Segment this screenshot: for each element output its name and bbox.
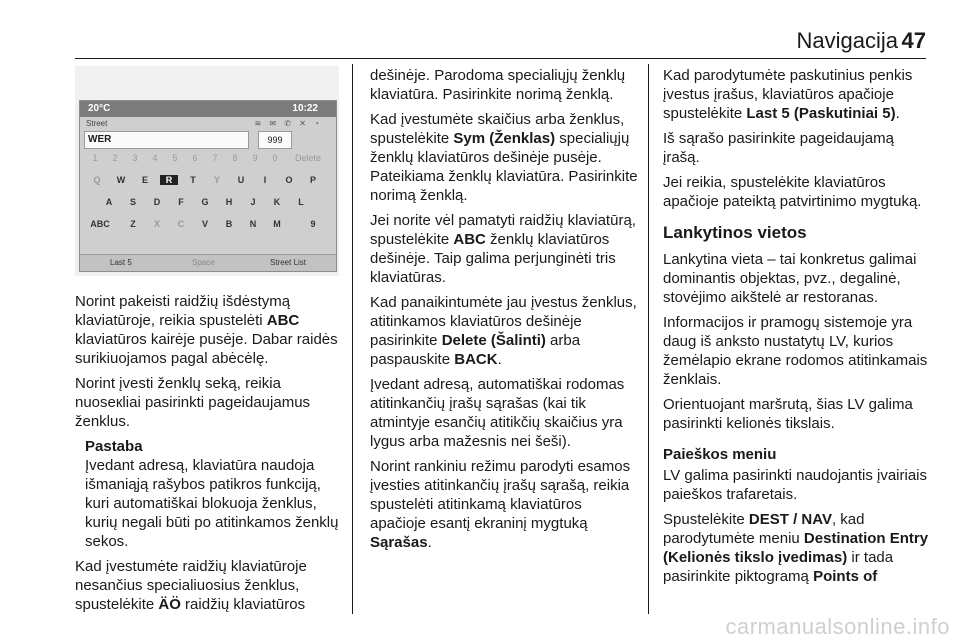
key-o[interactable]: O bbox=[285, 175, 293, 185]
key-g[interactable]: G bbox=[201, 197, 209, 207]
paragraph: Įvedant adresą, automatiškai rodomas atitinkančių įrašų sąrašas (kai tik atmintyje esančių atitikčių skaičius yra lygus arba mažesnis nei šeši). bbox=[370, 376, 625, 450]
key-h[interactable]: H bbox=[225, 197, 233, 207]
abc-key[interactable]: ABC bbox=[90, 219, 110, 229]
section-title: Navigacija bbox=[796, 28, 898, 53]
status-icons: ≋ ✉ ✆ ✕ ◔ bbox=[254, 119, 322, 128]
paragraph: Lankytina vieta – tai konkretus galimai dominantis objektas, pvz., degalinė, stovėjimo aikštelė ar restoranas. bbox=[663, 251, 917, 306]
key-x[interactable]: X bbox=[153, 219, 160, 229]
match-count: 999 bbox=[258, 131, 292, 149]
address-input[interactable]: WER bbox=[84, 131, 249, 149]
key-k[interactable]: K bbox=[273, 197, 281, 207]
paragraph: LV galima pasirinkti naudojantis įvairiais paieškos trafaretais. bbox=[663, 467, 928, 503]
header-rule bbox=[75, 58, 926, 59]
symbols-key[interactable]: 9 bbox=[310, 219, 316, 229]
page-number: 47 bbox=[901, 28, 926, 53]
key-6[interactable]: 6 bbox=[192, 153, 198, 163]
key-8[interactable]: 8 bbox=[232, 153, 238, 163]
key-c[interactable]: C bbox=[177, 219, 185, 229]
screen-subtitle: Street bbox=[86, 119, 108, 128]
key-r[interactable]: R bbox=[160, 175, 178, 185]
paragraph: Iš sąrašo pasirinkite pageidaujamą įrašą. bbox=[663, 130, 894, 166]
street-list-button[interactable]: Street List bbox=[270, 258, 307, 267]
key-a[interactable]: A bbox=[105, 197, 113, 207]
note-title: Pastaba bbox=[85, 438, 143, 455]
delete-key[interactable]: Delete bbox=[294, 153, 321, 163]
key-u[interactable]: U bbox=[237, 175, 245, 185]
text-column-2 bbox=[370, 66, 638, 558]
last5-button[interactable]: Last 5 bbox=[110, 258, 132, 267]
clock-readout: 10:22 bbox=[292, 103, 318, 114]
paragraph: Jei reikia, spustelėkite klaviatūros apačioje pateiktą patvirtinimo mygtuką. bbox=[663, 174, 922, 210]
key-5[interactable]: 5 bbox=[172, 153, 178, 163]
subsection-heading: Paieškos meniu bbox=[663, 446, 777, 463]
key-s[interactable]: S bbox=[129, 197, 136, 207]
page-header bbox=[0, 0, 960, 58]
key-p[interactable]: P bbox=[309, 175, 316, 185]
key-9[interactable]: 9 bbox=[252, 153, 258, 163]
key-n[interactable]: N bbox=[249, 219, 257, 229]
status-bar bbox=[80, 101, 336, 117]
paragraph: Kad panaikintumėte jau įvestus ženklus, atitinkamos klaviatūros dešinėje pasirinkite Delete (Šalinti) arba paspauskite BACK. bbox=[370, 294, 637, 368]
paragraph: Kad įvestumėte skaičius arba ženklus, spustelėkite Sym (Ženklas) specialiųjų ženklų klaviatūros dešinėje pusėje. Pateikiama ženklų klaviatūra. Pasirinkite norimą ženklą. bbox=[370, 111, 638, 204]
column-divider bbox=[352, 64, 353, 614]
paragraph: Norint rankiniu režimu parodyti esamos įvesties atitinkančių įrašų sąrašą, reikia spustelėti atitinkamą klaviatūros apačioje esantį ekraninį mygtuką Sąrašas. bbox=[370, 458, 631, 551]
key-2[interactable]: 2 bbox=[112, 153, 118, 163]
key-b[interactable]: B bbox=[225, 219, 233, 229]
paragraph: dešinėje. Parodoma specialiųjų ženklų klaviatūra. Pasirinkite norimą ženklą. bbox=[370, 67, 626, 103]
paragraph: Jei norite vėl pamatyti raidžių klaviatūrą, spustelėkite ABC ženklų klaviatūros dešinėje. Taip galima perjunginėti tris klaviatūras. bbox=[370, 212, 636, 286]
key-f[interactable]: F bbox=[178, 197, 184, 207]
key-j[interactable]: J bbox=[250, 197, 256, 207]
column-divider bbox=[648, 64, 649, 614]
key-1[interactable]: 1 bbox=[92, 153, 98, 163]
key-0[interactable]: 0 bbox=[272, 153, 278, 163]
temperature-readout: 20°C bbox=[88, 103, 111, 114]
note-text: Įvedant adresą, klaviatūra naudoja išmaniąją rašybos patikros funkciją, kuri automatiškai blokuoja ženklus, kurių negali būti po atitinkamos ženklų sekos. bbox=[85, 457, 339, 550]
paragraph: Kad įvestumėte raidžių klaviatūroje nesančius specialiuosius ženklus, spustelėkite ÄÖ raidžių klaviatūros bbox=[75, 558, 307, 613]
infotainment-screen bbox=[79, 100, 337, 272]
key-m[interactable]: M bbox=[273, 219, 281, 229]
paragraph: Spustelėkite DEST / NAV, kad parodytumėte meniu Destination Entry (Kelionės tikslo įvedimas) ir tada pasirinkite piktogramą Points of bbox=[663, 511, 929, 585]
paragraph: Informacijos ir pramogų sistemoje yra daug iš anksto nustatytų LV, kurios žemėlapio ekrane rodomos atitinkamais ženklais. bbox=[663, 314, 928, 388]
key-t[interactable]: T bbox=[190, 175, 196, 185]
key-w[interactable]: W bbox=[116, 175, 126, 185]
key-3[interactable]: 3 bbox=[132, 153, 138, 163]
keyboard-bottom-bar bbox=[80, 254, 336, 271]
key-4[interactable]: 4 bbox=[152, 153, 158, 163]
key-z[interactable]: Z bbox=[130, 219, 136, 229]
paragraph: Orientuojant maršrutą, šias LV galima pasirinkti kelionės tikslais. bbox=[663, 396, 913, 432]
key-e[interactable]: E bbox=[141, 175, 148, 185]
text-column-1 bbox=[75, 292, 345, 620]
key-y[interactable]: Y bbox=[213, 175, 220, 185]
key-d[interactable]: D bbox=[153, 197, 161, 207]
paragraph: Norint pakeisti raidžių išdėstymą klaviatūroje, reikia spustelėti ABC klaviatūros kairėje pusėje. Dabar raidės surikiuojamos pagal abėcėlę. bbox=[75, 293, 338, 367]
key-i[interactable]: I bbox=[263, 175, 267, 185]
section-heading: Lankytinos vietos bbox=[663, 223, 807, 242]
text-column-3 bbox=[663, 66, 929, 592]
space-button[interactable]: Space bbox=[192, 258, 215, 267]
key-l[interactable]: L bbox=[298, 197, 304, 207]
key-7[interactable]: 7 bbox=[212, 153, 218, 163]
note-box bbox=[85, 437, 345, 551]
watermark: carmanualsonline.info bbox=[725, 614, 950, 639]
paragraph: Kad parodytumėte paskutinius penkis įvestus įrašus, klaviatūros apačioje spustelėkite Last 5 (Paskutiniai 5). bbox=[663, 67, 913, 122]
paragraph: Norint įvesti ženklų seką, reikia nuoseкliai pasirinkti pageidaujamus ženklus. bbox=[75, 375, 311, 430]
key-q[interactable]: Q bbox=[93, 175, 101, 185]
key-v[interactable]: V bbox=[201, 219, 208, 229]
keyboard-screenshot-figure bbox=[75, 66, 339, 276]
